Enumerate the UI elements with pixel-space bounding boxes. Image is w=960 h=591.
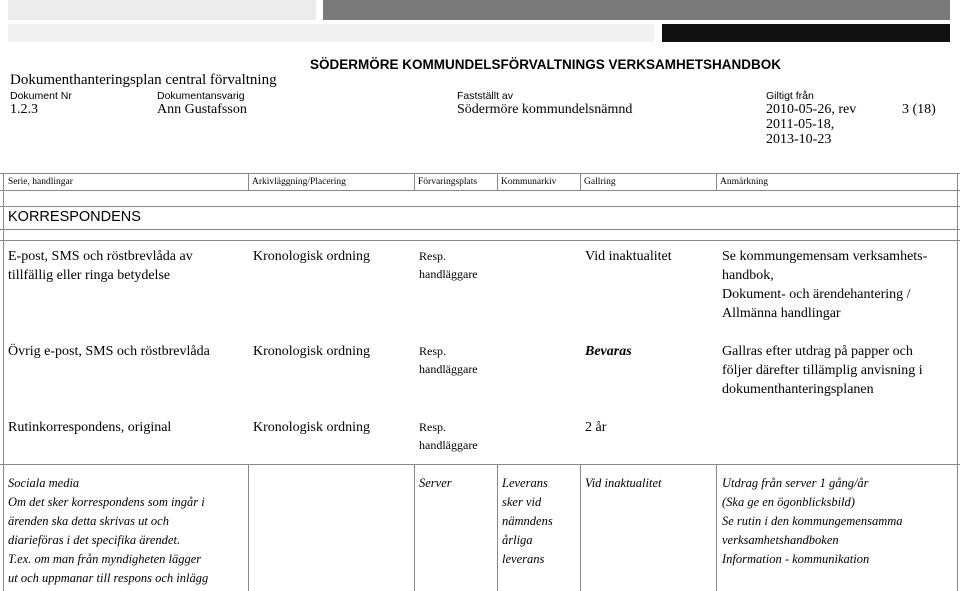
col-divider-5 — [716, 173, 717, 190]
row3-arkiv: Kronologisk ordning — [253, 420, 371, 435]
col-divider-row4-2 — [414, 465, 415, 591]
row4-gallring: Vid inaktualitet — [585, 476, 662, 490]
table-top-border — [0, 173, 960, 174]
col-divider-4 — [580, 173, 581, 190]
header-bar-black — [662, 24, 950, 42]
row2-serie: Övrig e-post, SMS och röstbrevlåda — [8, 344, 210, 359]
column-header-kommunarkiv: Kommunarkiv — [501, 177, 557, 187]
column-header-gallring: Gallring — [584, 177, 616, 187]
row4-forvaring: Server — [419, 476, 452, 490]
table-right-border — [957, 173, 958, 591]
col-divider-row4-1 — [248, 465, 249, 591]
row3-gallring: 2 år — [585, 420, 607, 435]
column-header-anmarkning: Anmärkning — [720, 177, 769, 187]
col-divider-3 — [497, 173, 498, 190]
valid-from-value-2: 2011-05-18, — [766, 117, 835, 132]
row-border-2 — [0, 464, 960, 465]
row3-serie: Rutinkorrespondens, original — [8, 420, 172, 435]
page-number: 3 (18) — [902, 102, 936, 117]
valid-from-value-3: 2013-10-23 — [766, 132, 832, 147]
header-bar-light — [8, 0, 316, 20]
row3-forvaring-2: handläggare — [419, 438, 478, 452]
row2-gallring: Bevaras — [585, 344, 632, 359]
section-title: KORRESPONDENS — [8, 209, 141, 225]
org-title: SÖDERMÖRE KOMMUNDELSFÖRVALTNINGS VERKSAMHETSHANDBOK — [310, 57, 782, 72]
row1-serie: E-post, SMS och röstbrevlåda av tillfällig eller ringa betydelse — [8, 249, 193, 283]
row-border-1 — [0, 240, 960, 241]
row3-forvaring-1: Resp. — [419, 420, 446, 434]
col-divider-row4-4 — [580, 465, 581, 591]
col-divider-1 — [248, 173, 249, 190]
section-top-border — [0, 206, 960, 207]
section-bottom-border — [0, 229, 960, 230]
doc-nr-value: 1.2.3 — [10, 102, 38, 117]
valid-from-value-1: 2010-05-26, rev — [766, 102, 857, 117]
column-header-arkiv: Arkivläggning/Placering — [252, 177, 346, 187]
responsible-value: Ann Gustafsson — [157, 102, 247, 117]
table-left-border — [3, 173, 4, 591]
row2-forvaring-1: Resp. — [419, 344, 446, 358]
row1-arkiv: Kronologisk ordning — [253, 249, 371, 264]
header-bar-light-2 — [8, 24, 654, 42]
row4-serie: Sociala media Om det sker korrespondens som ingår i ärenden ska detta skrivas ut och diarieföras i det specifika ärendet. T.ex. om man från myndigheten lägger ut och uppmanar till respons och inlägg — [8, 476, 209, 585]
row2-arkiv: Kronologisk ordning — [253, 344, 371, 359]
row4-kommunarkiv: Leverans sker vid nämndens årliga leverans — [502, 476, 553, 566]
row2-anmarkning: Gallras efter utdrag på papper och följer därefter tillämplig anvisning i dokumenthanteringsplanen — [722, 344, 923, 397]
doc-title: Dokumenthanteringsplan central förvaltning — [10, 72, 277, 88]
column-header-border — [0, 190, 960, 191]
column-header-forvaring: Förvaringsplats — [418, 177, 478, 187]
responsible-label: Dokumentansvarig — [157, 90, 245, 102]
col-divider-2 — [414, 173, 415, 190]
col-divider-row4-3 — [497, 465, 498, 591]
col-divider-row4-5 — [716, 465, 717, 591]
row1-forvaring-1: Resp. — [419, 249, 446, 263]
doc-nr-label: Dokument Nr — [10, 90, 72, 102]
column-header-serie: Serie, handlingar — [8, 177, 73, 187]
header-bar-gray — [323, 0, 950, 20]
row1-anmarkning: Se kommungemensam verksamhets- handbok, Dokument- och ärendehantering / Allmänna handlingar — [722, 249, 928, 321]
row4-anmarkning: Utdrag från server 1 gång/år (Ska ge en ögonblicksbild) Se rutin i den kommungemensamma verksamhetshandboken Information - kommunikation — [722, 476, 903, 566]
row1-forvaring-2: handläggare — [419, 267, 478, 281]
valid-from-label: Giltigt från — [766, 90, 814, 102]
approved-by-label: Fastställt av — [457, 90, 514, 102]
approved-by-value: Södermöre kommundelsnämnd — [457, 102, 633, 117]
row1-gallring: Vid inaktualitet — [585, 249, 672, 264]
row2-forvaring-2: handläggare — [419, 362, 478, 376]
